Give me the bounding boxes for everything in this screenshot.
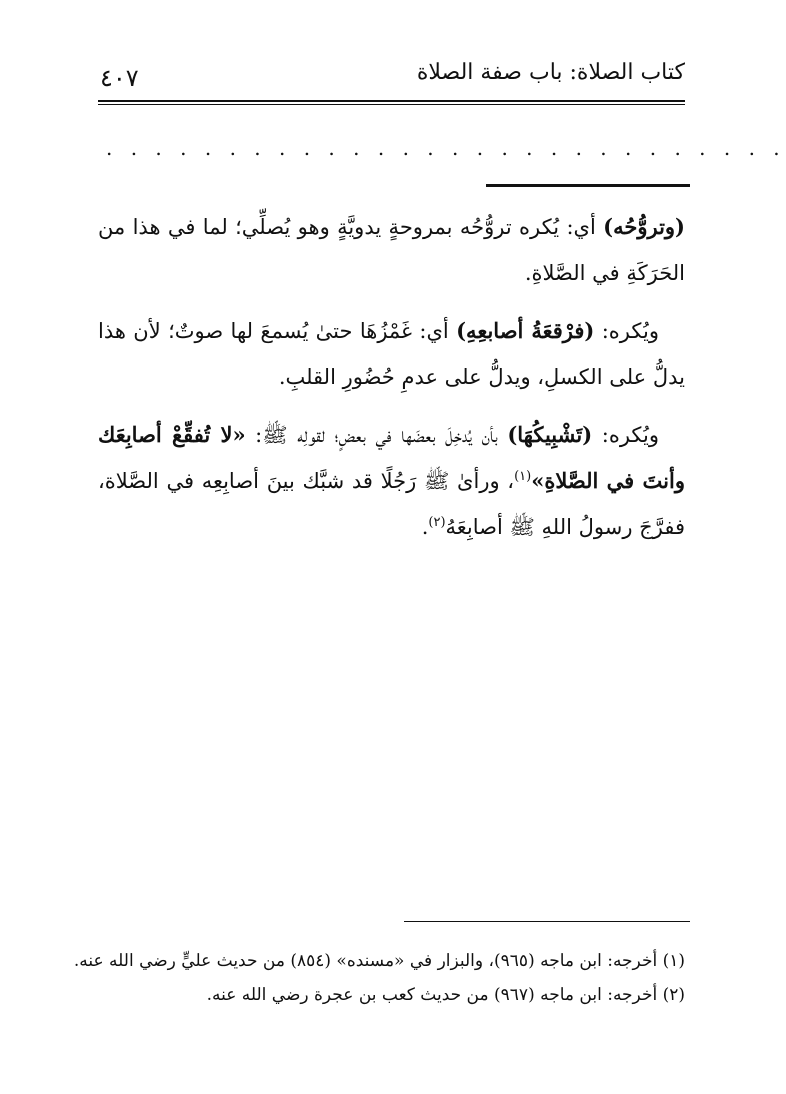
- paragraph-text: أي: يُكره تروُّحُه بمروحةٍ يدويَّةٍ وهو يُصلِّي؛ لما في هذا من الحَرَكَةِ في الصَّلاةِ.: [98, 215, 685, 285]
- paragraph-cracking-fingers: [98, 308, 685, 400]
- elided-text-dots: . . . . . . . . . . . . . . . . . . . . . . . . . . . .: [106, 136, 786, 160]
- page-number: ٤٠٧: [100, 64, 139, 92]
- section-separator: [486, 184, 690, 187]
- paragraph-text: أي: غَمْزُهَا حتىٰ يُسمعَ لها صوتٌ؛ لأن هذا يدلُّ على الكسلِ، ويدلُّ على عدمِ حُضُورِ القلبِ.: [98, 319, 685, 389]
- paragraph-lead: ويُكره:: [594, 319, 659, 343]
- paragraph-text: ، ورأىٰ ﷺ رَجُلًا قد شبَّك بينَ أصابِعِه في الصَّلاة، ففرَّجَ رسولُ اللهِ ﷺ أصابِعَهُ: [98, 469, 685, 539]
- main-text: [98, 204, 685, 562]
- hadith-quote: «لا تُفقِّعْ أصابِعَك وأنتَ في الصَّلاةِ»: [98, 422, 685, 493]
- header-rule-thin: [98, 104, 685, 105]
- running-head: كتاب الصلاة: باب صفة الصلاة: [416, 60, 685, 85]
- footnote-1: (١) أخرجه: ابن ماجه (٩٦٥)، والبزار في «مسنده» (٨٥٤) من حديث عليٍّ رضي الله عنه.: [73, 951, 685, 971]
- footnote-ref-2: (٢): [428, 515, 446, 530]
- page-header: [100, 52, 685, 96]
- paragraph-interlacing-fingers: [98, 412, 685, 550]
- term-interlacing-fingers: (تَشْبِيكُهَا): [507, 422, 593, 447]
- paragraph-fanning: [98, 204, 685, 296]
- paragraph-text: بأن يُدخِلَ بعضَها في بعضٍ؛ لقولِه ﷺ:: [245, 423, 508, 447]
- paragraph-text: .: [421, 515, 429, 539]
- footnote-2: (٢) أخرجه: ابن ماجه (٩٦٧) من حديث كعب بن عجرة رضي الله عنه.: [206, 985, 685, 1005]
- footnotes: [73, 944, 685, 1012]
- term-cracking-fingers: (فرْقعَةُ أصابعِهِ): [456, 318, 595, 343]
- footnote-rule: [404, 921, 690, 922]
- footnote-ref-1: (١): [514, 469, 532, 484]
- term-fanning: (وتروُّحُه): [603, 214, 685, 239]
- paragraph-lead: ويُكره:: [592, 423, 659, 447]
- header-rule-thick: [98, 100, 685, 102]
